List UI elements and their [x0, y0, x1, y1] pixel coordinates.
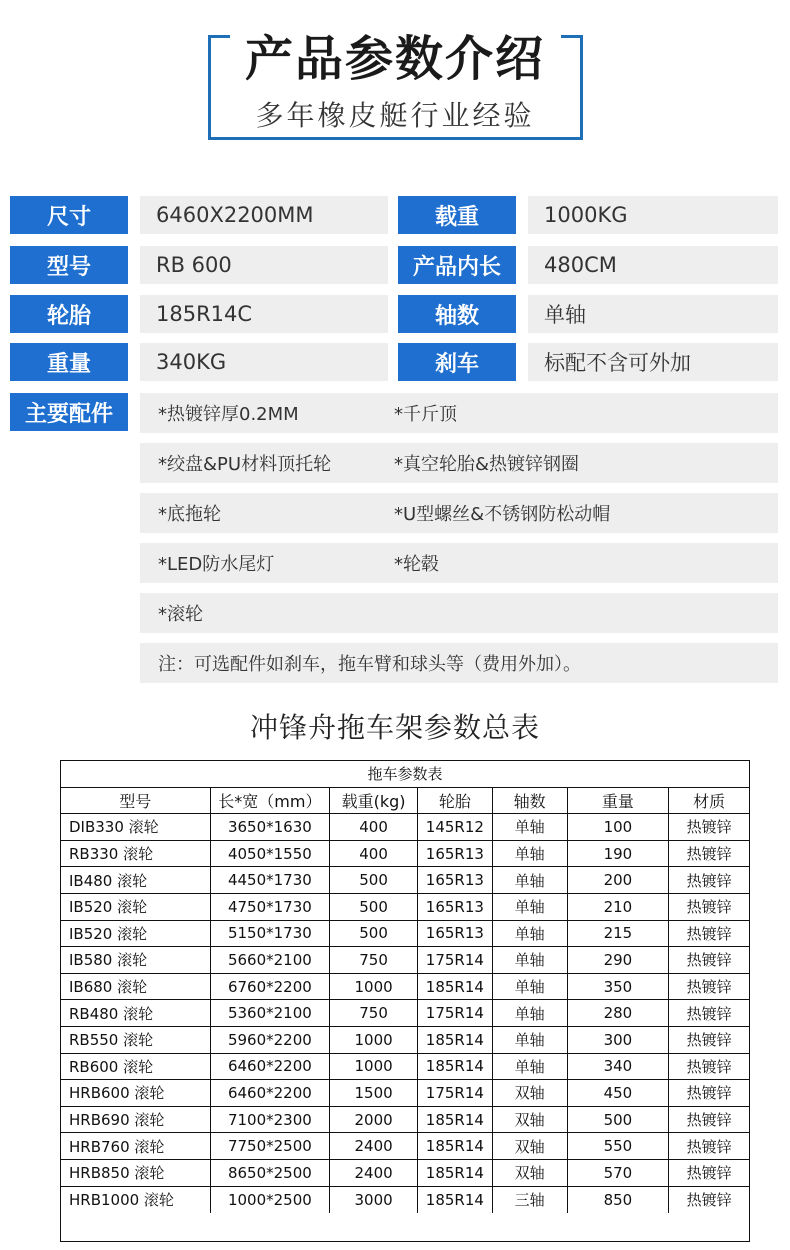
table-empty-row	[61, 1213, 749, 1241]
table-cell: 500	[568, 1107, 670, 1133]
table-cell: 185R14	[418, 1054, 493, 1080]
table-cell: 1000	[330, 1054, 418, 1080]
accessory-item: *底拖轮	[158, 504, 221, 525]
table-cell: 5660*2100	[211, 947, 331, 973]
accessory-row	[140, 593, 778, 633]
spec-label: 尺寸	[10, 196, 128, 234]
table-cell: 340	[568, 1054, 670, 1080]
table-cell: 570	[568, 1160, 670, 1186]
table-cell: 单轴	[493, 841, 568, 867]
table-row	[61, 974, 749, 1001]
table-cell: IB480 滚轮	[61, 867, 211, 893]
spec-value: 6460X2200MM	[140, 196, 388, 234]
spec-value: 标配不含可外加	[528, 343, 778, 381]
spec-value: RB 600	[140, 246, 388, 284]
table-cell: 450	[568, 1080, 670, 1106]
table-row	[61, 921, 749, 948]
table-cell: 热镀锌	[686, 1164, 732, 1183]
table-cell: HRB600 滚轮	[61, 1080, 211, 1106]
table-cell: 8650*2500	[211, 1160, 331, 1186]
table-cell: 热镀锌	[686, 1191, 732, 1210]
accessories-label: 主要配件	[10, 393, 128, 431]
table-cell: 2400	[330, 1160, 418, 1186]
table-cell: 175R14	[418, 1000, 493, 1026]
table-cell: 200	[568, 867, 670, 893]
table-cell: 185R14	[418, 1107, 493, 1133]
accessory-item: *轮毂	[394, 554, 439, 575]
table-cell: 热镀锌	[686, 1137, 732, 1156]
table-row	[61, 1080, 749, 1107]
table-cell: 1000	[330, 1027, 418, 1053]
spec-value: 185R14C	[140, 295, 388, 333]
table-cell: 550	[568, 1133, 670, 1159]
accessories-note-row	[140, 643, 778, 683]
table-cell: 热镀锌	[686, 818, 732, 837]
table-cell: 热镀锌	[686, 845, 732, 864]
spec-label: 刹车	[398, 343, 516, 381]
table-header-cell: 重量	[568, 788, 670, 814]
table-caption: 拖车参数表	[367, 765, 443, 784]
table-cell: 2000	[330, 1107, 418, 1133]
accessory-item: *LED防水尾灯	[158, 554, 275, 575]
table-cell: 单轴	[493, 894, 568, 920]
table-header-cell: 长*宽（mm）	[211, 788, 331, 814]
accessory-row	[140, 493, 778, 533]
table-cell: 290	[568, 947, 670, 973]
table-row	[61, 1133, 749, 1160]
table-cell: 单轴	[493, 947, 568, 973]
accessory-item: *滚轮	[158, 604, 203, 625]
table-cell: 热镀锌	[686, 1004, 732, 1023]
table-cell: RB330 滚轮	[61, 841, 211, 867]
table-cell: 850	[568, 1187, 670, 1214]
params-table	[60, 760, 750, 1242]
table-cell: 单轴	[493, 1000, 568, 1026]
table-cell: 190	[568, 841, 670, 867]
table-cell: 热镀锌	[686, 951, 732, 970]
accessory-item: *千斤顶	[394, 404, 457, 425]
table-cell: IB520 滚轮	[61, 921, 211, 947]
table-cell: 1500	[330, 1080, 418, 1106]
table-cell: 350	[568, 974, 670, 1000]
table-cell: 400	[330, 841, 418, 867]
table-cell: 6460*2200	[211, 1080, 331, 1106]
table-cell: 750	[330, 947, 418, 973]
table-cell: IB580 滚轮	[61, 947, 211, 973]
table-cell: 3650*1630	[211, 814, 331, 840]
table-cell: HRB850 滚轮	[61, 1160, 211, 1186]
table-cell: HRB690 滚轮	[61, 1107, 211, 1133]
table-cell: 5960*2200	[211, 1027, 331, 1053]
table-header-cell: 轴数	[493, 788, 568, 814]
spec-value: 480CM	[528, 246, 778, 284]
accessory-row	[140, 393, 778, 433]
table-row	[61, 1160, 749, 1187]
page-title: 产品参数介绍	[244, 31, 545, 87]
table-cell: 4450*1730	[211, 867, 331, 893]
table-cell: 双轴	[493, 1107, 568, 1133]
table-row	[61, 1107, 749, 1134]
table-cell: 单轴	[493, 1054, 568, 1080]
table-cell: 175R14	[418, 947, 493, 973]
table-cell: 400	[330, 814, 418, 840]
table-cell: 4750*1730	[211, 894, 331, 920]
table-cell: 100	[568, 814, 670, 840]
table-cell: 2400	[330, 1133, 418, 1159]
table-cell: 单轴	[493, 921, 568, 947]
table-cell: 热镀锌	[686, 1084, 732, 1103]
table-cell: 单轴	[493, 867, 568, 893]
table-cell: 300	[568, 1027, 670, 1053]
page-subtitle: 多年橡皮艇行业经验	[255, 99, 535, 132]
table-title: 冲锋舟拖车架参数总表	[249, 711, 540, 744]
table-row	[61, 894, 749, 921]
table-cell: HRB1000 滚轮	[61, 1187, 211, 1214]
table-cell: 5360*2100	[211, 1000, 331, 1026]
spec-label: 载重	[398, 196, 516, 234]
table-cell: 热镀锌	[686, 871, 732, 890]
table-cell: 热镀锌	[686, 978, 732, 997]
table-cell: RB600 滚轮	[61, 1054, 211, 1080]
table-row	[61, 1000, 749, 1027]
table-cell: 热镀锌	[686, 924, 732, 943]
table-header-cell: 型号	[61, 788, 211, 814]
table-row	[61, 947, 749, 974]
accessory-row	[140, 543, 778, 583]
table-row	[61, 1027, 749, 1054]
table-cell: 7100*2300	[211, 1107, 331, 1133]
table-cell: 3000	[330, 1187, 418, 1214]
accessory-item: *真空轮胎&热镀锌钢圈	[394, 454, 580, 475]
table-cell: 185R14	[418, 1133, 493, 1159]
table-cell: DIB330 滚轮	[61, 814, 211, 840]
table-header-cell: 轮胎	[418, 788, 493, 814]
table-cell: 双轴	[493, 1133, 568, 1159]
spec-label: 轴数	[398, 295, 516, 333]
table-cell: 5150*1730	[211, 921, 331, 947]
table-row	[61, 867, 749, 894]
table-body	[61, 814, 749, 1213]
table-caption-row	[61, 761, 749, 788]
table-cell: 165R13	[418, 841, 493, 867]
spec-value: 单轴	[528, 295, 778, 333]
table-cell: 185R14	[418, 1187, 493, 1214]
table-cell: 双轴	[493, 1080, 568, 1106]
table-cell: 145R12	[418, 814, 493, 840]
table-cell: 165R13	[418, 921, 493, 947]
spec-value: 340KG	[140, 343, 388, 381]
table-cell: 185R14	[418, 974, 493, 1000]
table-cell: 6760*2200	[211, 974, 331, 1000]
table-cell: 280	[568, 1000, 670, 1026]
table-cell: IB680 滚轮	[61, 974, 211, 1000]
table-cell: 185R14	[418, 1160, 493, 1186]
table-cell: 三轴	[493, 1187, 568, 1214]
table-cell: 165R13	[418, 894, 493, 920]
accessory-row	[140, 443, 778, 483]
table-cell: 单轴	[493, 974, 568, 1000]
table-cell: RB550 滚轮	[61, 1027, 211, 1053]
table-cell: 热镀锌	[686, 1057, 732, 1076]
table-cell: 热镀锌	[686, 898, 732, 917]
table-cell: 210	[568, 894, 670, 920]
spec-label: 轮胎	[10, 295, 128, 333]
spec-label: 型号	[10, 246, 128, 284]
table-cell: 500	[330, 921, 418, 947]
table-cell: IB520 滚轮	[61, 894, 211, 920]
accessory-item: *U型螺丝&不锈钢防松动帽	[394, 504, 611, 525]
table-cell: 1000	[330, 974, 418, 1000]
spec-value: 1000KG	[528, 196, 778, 234]
table-cell: 热镀锌	[686, 1031, 732, 1050]
table-cell: 单轴	[493, 1027, 568, 1053]
accessory-item: *热镀锌厚0.2MM	[158, 404, 299, 425]
table-cell: 500	[330, 867, 418, 893]
table-cell: 4050*1550	[211, 841, 331, 867]
table-cell: 175R14	[418, 1080, 493, 1106]
table-cell: 165R13	[418, 867, 493, 893]
table-cell: 215	[568, 921, 670, 947]
table-row	[61, 1187, 749, 1214]
table-cell: RB480 滚轮	[61, 1000, 211, 1026]
accessories-note: 注：可选配件如刹车，拖车臂和球头等（费用外加）。	[158, 654, 581, 675]
table-cell: 185R14	[418, 1027, 493, 1053]
spec-label: 产品内长	[398, 246, 516, 284]
table-header-cell: 材质	[693, 791, 726, 811]
table-cell: 6460*2200	[211, 1054, 331, 1080]
spec-label: 重量	[10, 343, 128, 381]
table-cell: 7750*2500	[211, 1133, 331, 1159]
table-cell: 750	[330, 1000, 418, 1026]
table-cell: HRB760 滚轮	[61, 1133, 211, 1159]
table-row	[61, 1054, 749, 1081]
table-cell: 500	[330, 894, 418, 920]
table-cell: 双轴	[493, 1160, 568, 1186]
table-cell: 1000*2500	[211, 1187, 331, 1214]
accessory-item: *绞盘&PU材料顶托轮	[158, 454, 332, 475]
table-cell: 单轴	[493, 814, 568, 840]
table-header-row	[61, 788, 749, 815]
table-header-cell: 载重(kg)	[330, 788, 418, 814]
table-cell: 热镀锌	[686, 1111, 732, 1130]
table-row	[61, 841, 749, 868]
table-row	[61, 814, 749, 841]
